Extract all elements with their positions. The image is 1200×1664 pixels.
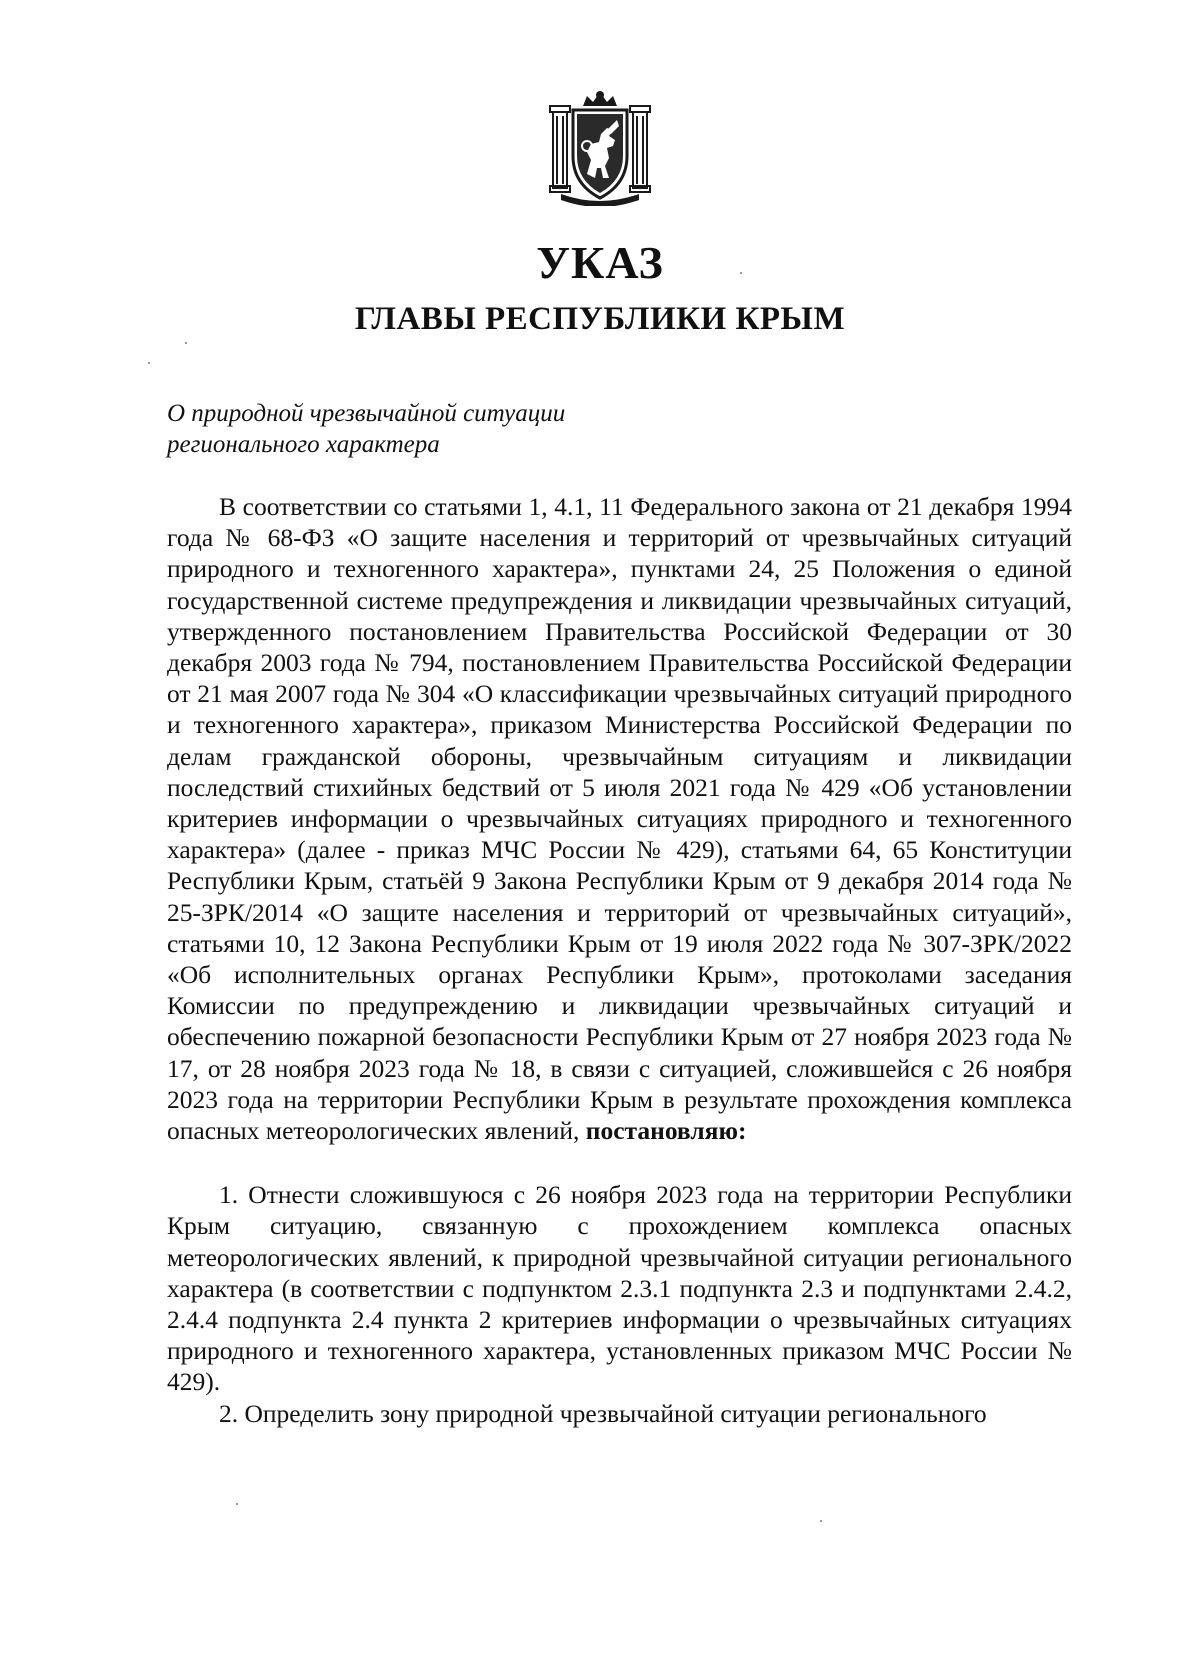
document-title: УКАЗ <box>536 237 664 288</box>
item-1-paragraph: 1. Отнести сложившуюся с 26 ноября 2023 года на территории Республики Крым ситуацию, связанную с прохождением комплекса опасных метеорологических явлений, к природной чрезвычайной ситуации регионального характера (в соответствии с подпунктом 2.3.1 подпункта 2.3 и подпунктами 2.4.2, 2.4.4 подпункта 2.4 пункта 2 критериев информации о чрезвычайных ситуациях природного и техногенного характера, установленных приказом МЧС России № 429). <box>167 1180 1072 1397</box>
subject-line-2: регионального характера <box>167 431 440 458</box>
scan-speck <box>185 342 187 344</box>
decree-body <box>167 491 1072 1429</box>
scan-speck <box>236 1503 238 1505</box>
subject-line-1: О природной чрезвычайной ситуации <box>167 400 566 427</box>
decree-word: постановляю: <box>585 1116 747 1146</box>
scan-speck <box>148 362 150 364</box>
preamble-text: В соответствии со статьями 1, 4.1, 11 Федерального закона от 21 декабря 1994 года № 68-ФЗ «О защите населения и территорий от чрезвычайных ситуаций природного и техногенного характера», пунктами 24, 25 Положения о единой государственной системе предупреждения и ликвидации чрезвычайных ситуаций, утвержденного постановлением Правительства Российской Федерации от 30 декабря 2003 года № 794, постановлением Правительства Российской Федерации от 21 мая 2007 года № 304 «О классификации чрезвычайных ситуаций природного и техногенного характера», приказом Министерства Российской Федерации по делам гражданской обороны, чрезвычайным ситуациям и ликвидации последствий стихийных бедствий от 5 июля 2021 года № 429 «Об установлении критериев информации о чрезвычайных ситуациях природного и техногенного характера» (далее - приказ МЧС России № 429), статьями 64, 65 Конституции Республики Крым, статьёй 9 Закона Республики Крым от 9 декабря 2014 года № 25-ЗРК/2014 «О защите населения и территорий от чрезвычайных ситуаций», статьями 10, 12 Закона Республики Крым от 19 июля 2022 года № 307-ЗРК/2022 «Об исполнительных органах Республики Крым», протоколами заседания Комиссии по предупреждению и ликвидации чрезвычайных ситуаций и обеспечению пожарной безопасности Республики Крым от 27 ноября 2023 года № 17, от 28 ноября 2023 года № 18, в связи с ситуацией, сложившейся с 26 ноября 2023 года на территории Республики Крым в результате прохождения комплекса опасных метеорологических явлений, <box>167 492 1072 1146</box>
scan-speck <box>820 1520 822 1522</box>
crimea-coat-of-arms-icon <box>547 86 653 206</box>
document-subtitle: ГЛАВЫ РЕСПУБЛИКИ КРЫМ <box>354 301 846 337</box>
scan-speck <box>740 272 742 274</box>
item-2-paragraph: 2. Определить зону природной чрезвычайной ситуации регионального <box>219 1398 987 1428</box>
decree-subject <box>167 398 565 460</box>
preamble-paragraph <box>167 491 1072 1146</box>
